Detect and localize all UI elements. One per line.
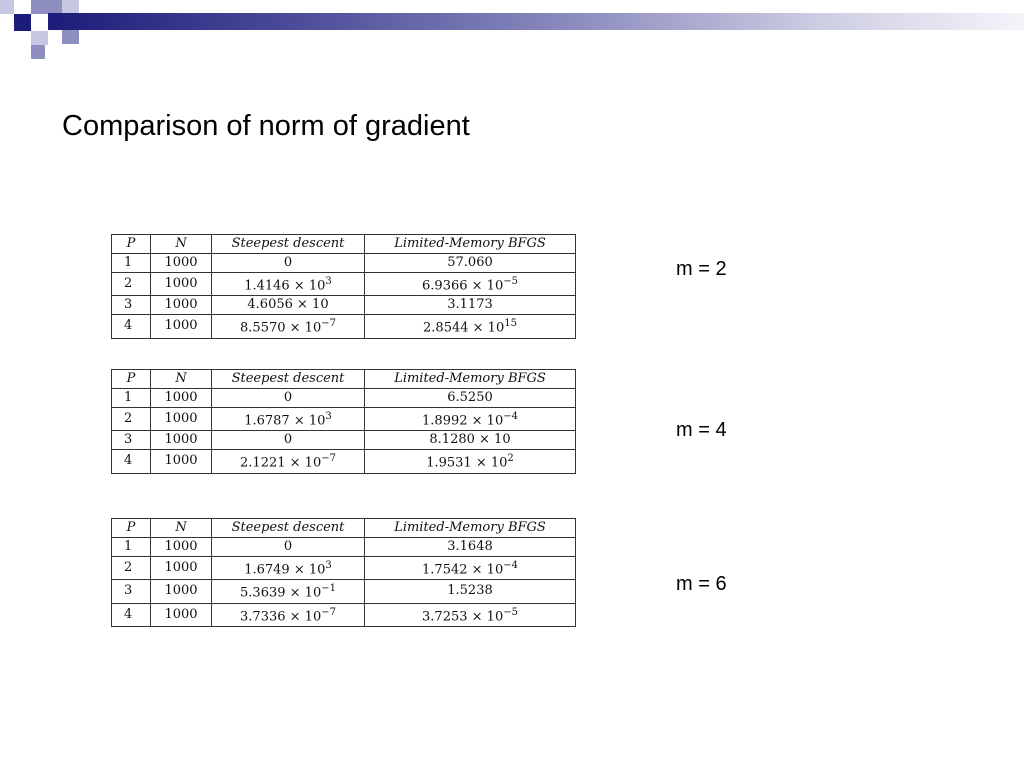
cell-lbfgs-mantissa: 1.5238	[447, 583, 493, 599]
table-row	[112, 538, 576, 557]
cell-steepest-descent	[212, 450, 365, 473]
column-header: N	[151, 370, 212, 389]
cell-lbfgs-mantissa: 2.8544 × 10	[423, 320, 505, 336]
results-table	[111, 234, 576, 339]
cell-lbfgs	[365, 580, 576, 603]
cell-steepest-descent	[212, 557, 365, 580]
cell-lbfgs-exponent: −5	[503, 276, 518, 287]
cell-lbfgs	[365, 557, 576, 580]
table-row	[112, 273, 576, 296]
cell-lbfgs	[365, 273, 576, 296]
cell-steepest-descent-mantissa: 2.1221 × 10	[240, 455, 322, 471]
cell-lbfgs	[365, 603, 576, 626]
cell-n: 1000	[151, 389, 212, 408]
cell-lbfgs-exponent: −5	[503, 606, 518, 618]
cell-lbfgs-mantissa: 1.8992 × 10	[422, 413, 504, 429]
column-header: Steepest descent	[212, 519, 365, 538]
column-header: Limited-Memory BFGS	[365, 370, 576, 389]
column-header: Limited-Memory BFGS	[365, 235, 576, 254]
slide-title: Comparison of norm of gradient	[62, 110, 470, 142]
cell-steepest-descent-mantissa: 0	[283, 390, 293, 405]
results-table	[111, 518, 576, 627]
cell-n: 1000	[151, 603, 212, 626]
memory-parameter-label: m = 4	[676, 419, 727, 441]
table-row	[112, 296, 576, 315]
column-header: Steepest descent	[212, 235, 365, 254]
cell-p: 1	[112, 389, 151, 408]
column-header: N	[151, 519, 212, 538]
cell-steepest-descent-exponent: −7	[321, 453, 336, 465]
cell-steepest-descent	[212, 273, 365, 296]
cell-lbfgs	[365, 254, 576, 273]
decor-square	[31, 45, 45, 59]
table-row	[112, 315, 576, 338]
cell-n: 1000	[151, 296, 212, 315]
cell-steepest-descent-mantissa: 3.7336 × 10	[240, 608, 322, 624]
cell-n: 1000	[151, 431, 212, 450]
column-header: P	[112, 370, 151, 389]
column-header: Limited-Memory BFGS	[365, 519, 576, 538]
cell-n: 1000	[151, 538, 212, 557]
table-row	[112, 254, 576, 273]
table-row	[112, 580, 576, 603]
results-table	[111, 369, 576, 474]
cell-lbfgs	[365, 538, 576, 557]
cell-lbfgs-mantissa: 3.7253 × 10	[422, 608, 504, 624]
cell-lbfgs-mantissa: 6.9366 × 10	[422, 278, 504, 294]
cell-lbfgs-mantissa: 6.5250	[447, 390, 493, 405]
cell-lbfgs	[365, 296, 576, 315]
decor-square	[62, 30, 79, 44]
table-row	[112, 389, 576, 408]
header-bar	[48, 13, 1024, 30]
cell-steepest-descent-exponent: −7	[321, 318, 336, 330]
cell-steepest-descent-mantissa: 1.4146 × 10	[244, 278, 326, 294]
cell-p: 2	[112, 408, 151, 431]
cell-steepest-descent	[212, 603, 365, 626]
column-header: Steepest descent	[212, 370, 365, 389]
cell-p: 3	[112, 296, 151, 315]
memory-parameter-label: m = 6	[676, 573, 727, 595]
cell-lbfgs-mantissa: 8.1280 × 10	[429, 432, 511, 448]
table-row	[112, 603, 576, 626]
decor-square	[14, 14, 31, 31]
cell-p: 4	[112, 450, 151, 473]
cell-lbfgs-exponent: −4	[503, 411, 518, 422]
cell-steepest-descent	[212, 389, 365, 408]
cell-lbfgs	[365, 431, 576, 450]
cell-lbfgs	[365, 450, 576, 473]
cell-n: 1000	[151, 315, 212, 338]
cell-steepest-descent	[212, 538, 365, 557]
cell-p: 1	[112, 254, 151, 273]
cell-lbfgs-mantissa: 1.9531 × 10	[426, 455, 508, 471]
cell-steepest-descent-mantissa: 5.3639 × 10	[240, 585, 322, 601]
cell-lbfgs-mantissa: 57.060	[447, 255, 493, 270]
cell-steepest-descent-mantissa: 1.6749 × 10	[244, 562, 326, 578]
decor-square	[31, 0, 48, 14]
cell-n: 1000	[151, 557, 212, 580]
cell-lbfgs-mantissa: 3.1173	[447, 297, 493, 313]
decor-square	[31, 31, 48, 45]
cell-lbfgs-exponent: −4	[503, 560, 518, 571]
table-row	[112, 408, 576, 431]
table-row	[112, 450, 576, 473]
cell-steepest-descent	[212, 580, 365, 603]
cell-steepest-descent-exponent: 3	[325, 411, 332, 422]
cell-n: 1000	[151, 408, 212, 431]
column-header: P	[112, 235, 151, 254]
column-header: N	[151, 235, 212, 254]
cell-lbfgs-mantissa: 1.7542 × 10	[422, 562, 504, 578]
cell-p: 4	[112, 603, 151, 626]
cell-steepest-descent-exponent: 3	[325, 276, 332, 287]
cell-steepest-descent	[212, 408, 365, 431]
column-header: P	[112, 519, 151, 538]
cell-lbfgs-exponent: 2	[507, 453, 514, 465]
table-row	[112, 557, 576, 580]
cell-lbfgs	[365, 408, 576, 431]
memory-parameter-label: m = 2	[676, 258, 727, 280]
cell-steepest-descent-exponent: −1	[321, 583, 336, 595]
cell-p: 3	[112, 580, 151, 603]
cell-steepest-descent-exponent: −7	[321, 606, 336, 618]
cell-steepest-descent	[212, 254, 365, 273]
cell-steepest-descent-mantissa: 0	[283, 539, 293, 554]
cell-p: 2	[112, 557, 151, 580]
cell-p: 4	[112, 315, 151, 338]
cell-lbfgs	[365, 389, 576, 408]
cell-steepest-descent-exponent: 3	[325, 560, 332, 571]
table-row	[112, 431, 576, 450]
cell-steepest-descent-mantissa: 8.5570 × 10	[240, 320, 322, 336]
cell-p: 3	[112, 431, 151, 450]
table-header-row	[112, 235, 576, 254]
table-header-row	[112, 519, 576, 538]
cell-steepest-descent-mantissa: 0	[283, 255, 293, 270]
cell-lbfgs	[365, 315, 576, 338]
cell-p: 2	[112, 273, 151, 296]
cell-steepest-descent-mantissa: 1.6787 × 10	[244, 413, 326, 429]
cell-steepest-descent	[212, 315, 365, 338]
cell-p: 1	[112, 538, 151, 557]
cell-steepest-descent-mantissa: 4.6056 × 10	[247, 297, 329, 313]
cell-steepest-descent	[212, 296, 365, 315]
decor-square	[48, 0, 62, 13]
cell-lbfgs-mantissa: 3.1648	[447, 539, 493, 554]
cell-lbfgs-exponent: 15	[504, 318, 517, 330]
cell-steepest-descent-mantissa: 0	[283, 432, 293, 448]
cell-n: 1000	[151, 273, 212, 296]
cell-steepest-descent	[212, 431, 365, 450]
cell-n: 1000	[151, 254, 212, 273]
decor-square	[0, 0, 14, 14]
table-header-row	[112, 370, 576, 389]
cell-n: 1000	[151, 450, 212, 473]
cell-n: 1000	[151, 580, 212, 603]
